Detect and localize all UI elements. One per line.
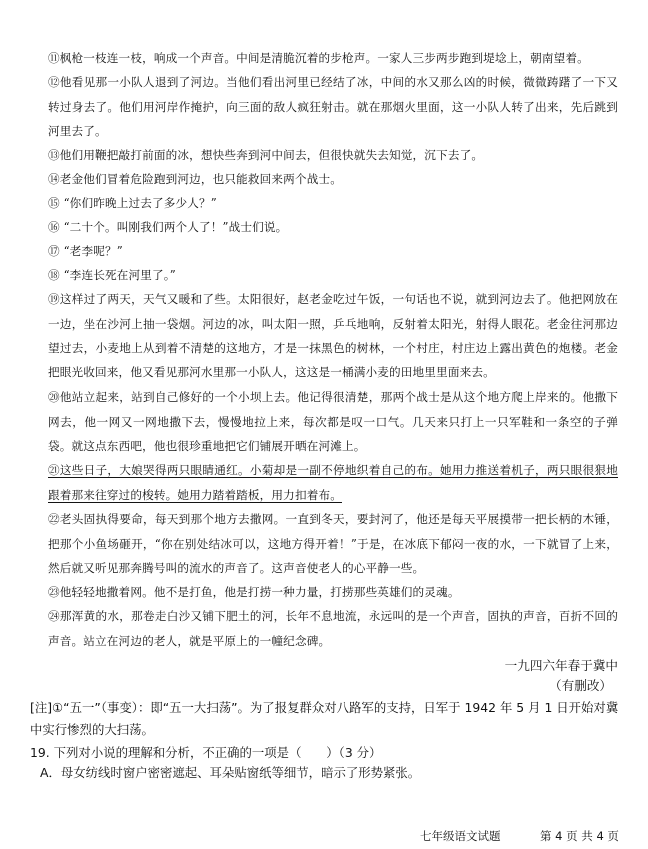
paragraph-23: ㉓他轻轻地撒着网。他不是打鱼，他是打捞一种力量，打捞那些英雄们的灵魂。 (48, 585, 460, 600)
footer-subject: 七年级语文试题 (420, 829, 501, 843)
paragraph-12: ⑫他看见那一小队人退到了河边。当他们看出河里已经结了冰，中间的水又那么凶的时候，微微踌躇了一下又转过身去了。他们用河岸作掩护，向三面的敌人疯狂射击。就在那烟火里面，这一小队人转了出来，先后跳到河里去了。 (48, 75, 618, 138)
paragraph-19: ⑲这样过了两天，天气又暖和了些。太阳很好，赵老金吃过午饭，一句话也不说，就到河边去了。他把网放在一边，坐在沙河上抽一袋烟。河边的冰，叫太阳一照，乒乓地响，反射着太阳光，射得人眼花。老金往河那边望过去，小麦地上从到着不清楚的这地方，才是一抹黑色的树林，一个村庄，村庄边上露出黄色的炮楼。老金把眼光收回来，他又看见那河水里那一小队人，这这是一桶满小麦的田地里里面来去。 (48, 292, 618, 380)
option-a: A．母女纺线时窗户密密遮起、耳朵贴窗纸等细节，暗示了形势紧张。 (40, 765, 421, 781)
footer-page-number: 第 4 页 共 4 页 (540, 829, 619, 843)
footnote: [注]①“五一”（事变）：即“五一大扫荡”。为了报复群众对八路军的支持，日军于 1942 年 5 月 1 日开始对冀中实行惨烈的大扫荡。 (30, 700, 619, 738)
paragraph-18: ⑱ “李连长死在河里了。” (48, 268, 176, 283)
paragraph-15: ⑮ “你们昨晚上过去了多少人？” (48, 196, 217, 211)
paragraph-17: ⑰ “老李呢？” (48, 244, 123, 259)
paragraph-11: ⑪枫枪一枝连一枝，响成一个声音。中间是清脆沉着的步枪声。一家人三步两步跑到堤埝上，朝南望着。 (48, 51, 589, 66)
question-19: 19. 下列对小说的理解和分析，不正确的一项是（ ）（3 分） (30, 745, 382, 761)
paragraph-21-underlined: ㉑这些日子，大娘哭得两只眼睛通红。小菊却是一副不停地织着自己的布。她用力推送着机子，两只眼很狠地跟着那来往穿过的梭转。她用力踏着踏板，用力扣着布。 (48, 463, 618, 502)
edit-note: （有删改） (549, 678, 612, 694)
paragraph-16: ⑯ “二十个。叫刚我们两个人了！”战士们说。 (48, 220, 288, 235)
paragraph-24: ㉔那浑黄的水，那卷走白沙又铺下肥土的河，长年不息地流，永远叫的是一个声音，固执的声音，百折不回的声音。站立在河边的老人，就是平原上的一幢纪念碑。 (48, 609, 618, 648)
paragraph-22: ㉒老头固执得要命，每天到那个地方去撒网。一直到冬天，要封河了，他还是每天平展摸带一把长柄的木锤，把那个小鱼场砸开，“你在别处结冰可以，这地方得开着！”于是，在冰底下郁闷一夜的水，一下就冒了上来，然后就又听见那奔腾号叫的流水的声音了。这声音使老人的心平静一些。 (48, 512, 618, 575)
date-line: 一九四六年春于冀中 (504, 658, 618, 674)
paragraph-13: ⑬他们用鞭把敲打前面的冰，想快些奔到河中间去，但很快就失去知觉，沉下去了。 (48, 148, 484, 163)
paragraph-20: ⑳他站立起来，站到自己修好的一个小坝上去。他记得很清楚，那两个战士是从这个地方爬上岸来的。他撒下网去，他一网又一网地撒下去，慢慢地拉上来，每次都是叹一口气。几天来只打上一只军鞋和一条空的子弹袋。就这点东西吧，他也很珍重地把它们铺展开晒在河滩上。 (48, 390, 618, 453)
paragraph-14: ⑭老金他们冒着危险跑到河边，也只能救回来两个战士。 (48, 172, 342, 187)
